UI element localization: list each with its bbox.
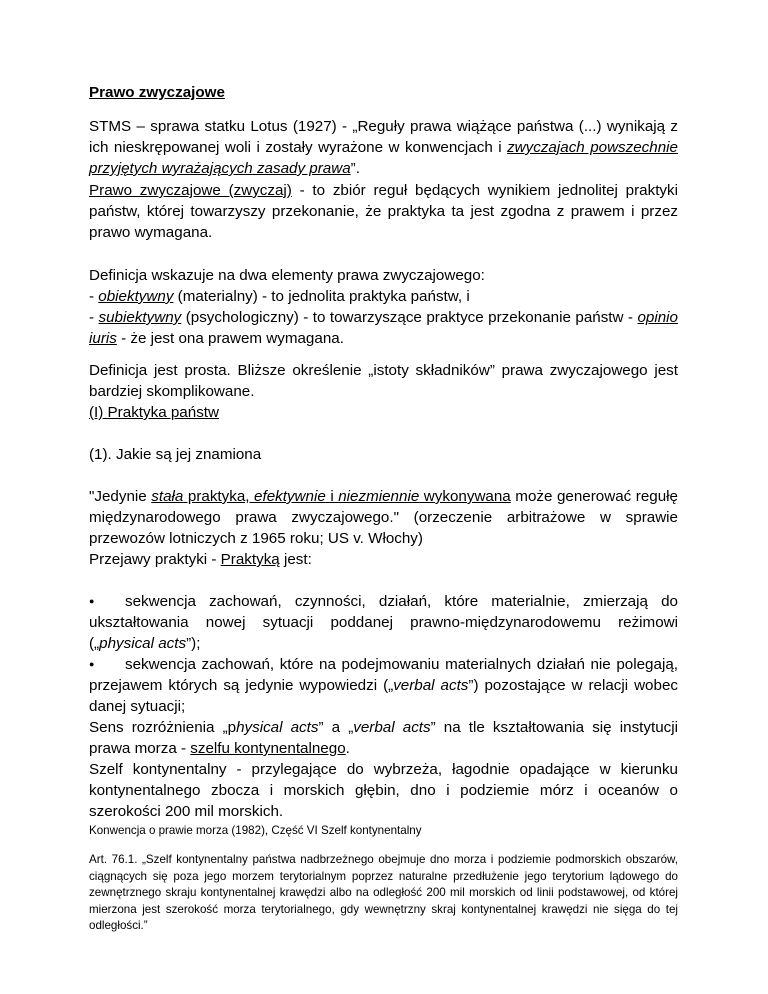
text: (psychologiczny) - to towarzyszące praktyce przekonanie państw -	[181, 309, 638, 326]
bullet-physical-acts	[89, 591, 678, 654]
text: "Jedynie	[89, 488, 152, 505]
paragraph-complexity: Definicja jest prosta. Bliższe określenie „istoty składników” prawa zwyczajowego jest bardziej skomplikowane.	[89, 362, 678, 400]
text: -	[89, 309, 99, 326]
emphasis-text: niezmiennie	[338, 488, 420, 505]
term-text: Prawo zwyczajowe (zwyczaj)	[89, 182, 292, 199]
text: jest:	[279, 551, 312, 568]
text: ” na tle kształtowania się instytucji prawa morza -	[89, 719, 678, 757]
emphasis-text: i	[325, 488, 339, 505]
section-heading: (I) Praktyka państw	[89, 404, 219, 421]
text: ”) pozostające w relacji wobec danej sytuacji;	[89, 677, 678, 715]
paragraph-distinction	[89, 717, 678, 759]
paragraph-definition	[89, 180, 678, 243]
text: STMS – sprawa statku Lotus (1927) - „Reguły prawa wiążące państwa (...) wynikają z ich nieskrępowanej woli i zostały wyrażone w konwencjach i	[89, 118, 678, 156]
bullet-icon: ●	[89, 659, 95, 669]
term-text: subiektywny	[98, 309, 182, 326]
text: może generować regułę międzynarodowego prawa zwyczajowego." (orzeczenie arbitrażowe w sprawie przewozów lotniczych z 1965 roku; US v. Włochy)	[89, 488, 678, 547]
text: ” a „	[318, 719, 354, 736]
emphasis-text: wykonywana	[419, 488, 511, 505]
term-text: Praktyką	[220, 551, 280, 568]
term-text: szelfu kontynentalnego	[190, 740, 346, 757]
text: ”);	[186, 635, 201, 652]
emphasis-text: stała	[151, 488, 184, 505]
paragraph-subjective	[89, 307, 678, 349]
convention-reference: Konwencja o prawie morza (1982), Część VI Szelf kontynentalny	[89, 824, 422, 837]
term-text: physical acts	[99, 635, 187, 652]
text: sekwencja zachowań, czynności, działań, które materialnie, zmierzają do ukształtowania nowej sytuacji poddanej prawno-międzynarodowemu reżimowi („	[89, 593, 678, 652]
paragraph-shelf-definition: Szelf kontynentalny - przylegające do wybrzeża, łagodnie opadające w kierunku kontynentalnego zbocza i morskich głębin, dno i podziemie mórz i oceanów o szerokości 200 mil morskich.	[89, 761, 678, 820]
paragraph-objective	[89, 286, 678, 307]
text: sekwencja zachowań, które na podejmowaniu materialnych działań nie polegają, przejawem których są jedynie wypowiedzi („	[89, 656, 678, 694]
paragraph-manifestations	[89, 549, 678, 570]
bullet-verbal-acts	[89, 654, 678, 717]
article-quote: Art. 76.1. „Szelf kontynentalny państwa nadbrzeżnego obejmuje dno morza i podziemie podmorskich obszarów, ciągnących się poza jego morzem terytorialnym poprzez naturalne przedłużenie jego terytorium lądowego do zewnętrznego skraju kontynentalnej krawędzi albo na odległość 200 mil morskich od linii podstawowej, od której mierzona jest szerokość morza terytorialnego, gdy wewnętrzny skraj kontynentalnej krawędzi nie sięga do tej odległości.”	[89, 853, 678, 932]
text: (materialny) - to jednolita praktyka państw, i	[173, 288, 470, 305]
text: Przejawy praktyki -	[89, 551, 221, 568]
emphasis-text: efektywnie	[254, 488, 326, 505]
term-text: hysical acts	[236, 719, 319, 736]
bullet-icon: ●	[89, 596, 95, 606]
paragraph-quote	[89, 486, 678, 549]
text: .	[345, 740, 350, 757]
text: -	[89, 288, 99, 305]
term-text: verbal acts	[353, 719, 431, 736]
term-text: obiektywny	[98, 288, 174, 305]
emphasis-text: zwyczajach powszechnie przyjętych wyrażających zasady prawa	[89, 139, 678, 177]
text: Sens rozróżnienia „p	[89, 719, 237, 736]
text: ”.	[350, 160, 360, 177]
term-text: opinio iuris	[89, 309, 678, 347]
document-title: Prawo zwyczajowe	[89, 84, 225, 101]
paragraph-lotus	[89, 116, 678, 179]
term-text: verbal acts	[393, 677, 469, 694]
subsection-heading: (1). Jakie są jej znamiona	[89, 446, 262, 463]
emphasis-text: praktyka,	[183, 488, 255, 505]
text: - że jest ona prawem wymagana.	[116, 330, 344, 347]
text: - to zbiór reguł będących wynikiem jednolitej praktyki państw, której towarzyszy przekonanie, że praktyka ta jest zgodna z prawem i przez prawo wymagana.	[89, 182, 678, 241]
paragraph-elements: Definicja wskazuje na dwa elementy prawa zwyczajowego:	[89, 267, 485, 284]
